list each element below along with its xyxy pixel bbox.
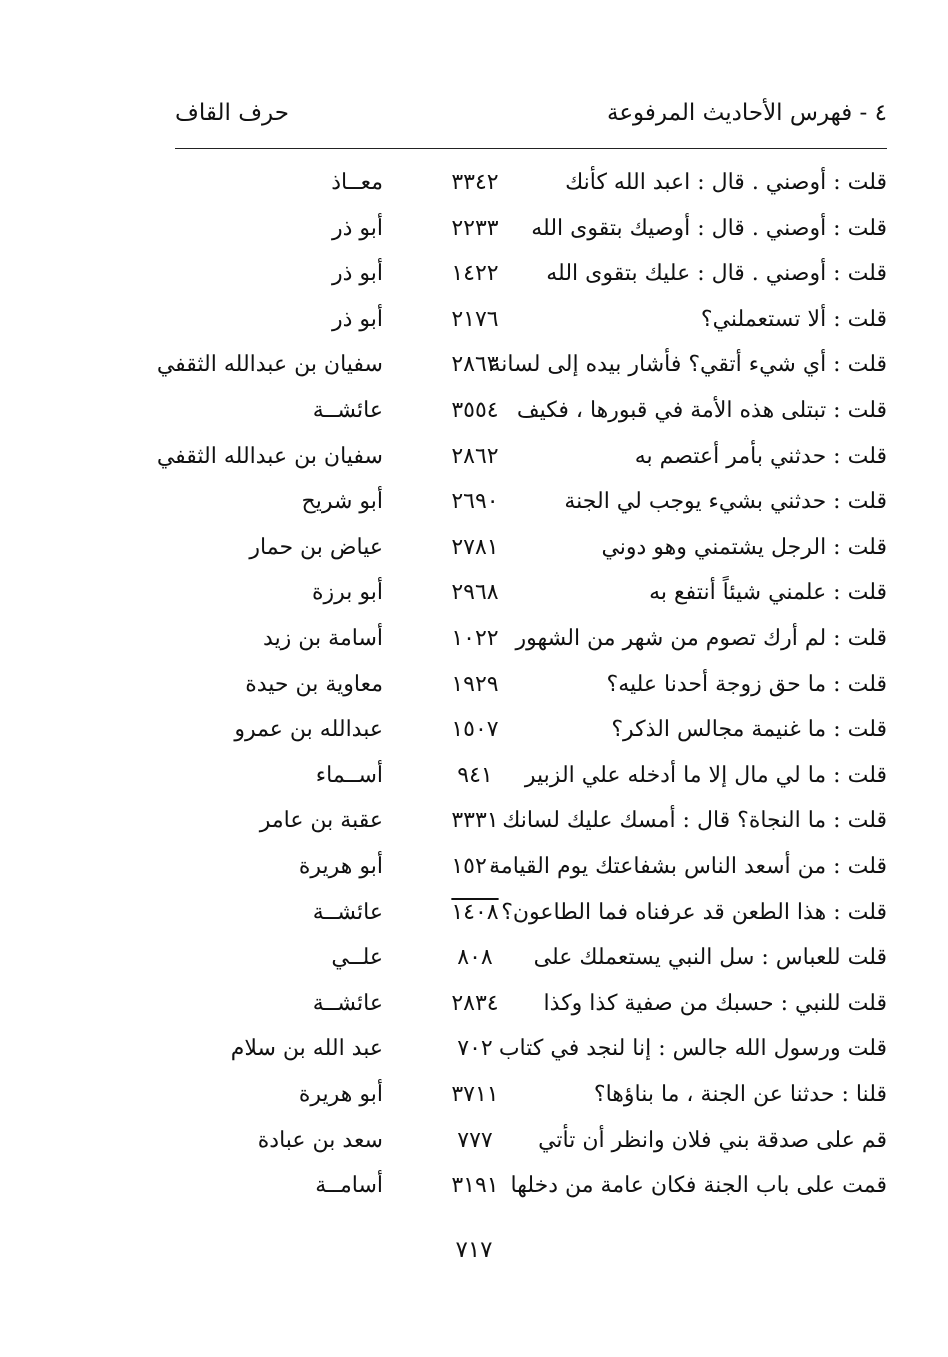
- hadith-number: ٣٣٣١: [451, 808, 499, 834]
- hadith-text: قلنا : حدثنا عن الجنة ، ما بناؤها؟: [593, 1082, 887, 1107]
- index-row: [0, 935, 948, 981]
- narrator-name: عبدالله بن عمرو: [234, 717, 383, 743]
- hadith-text: قلت : أوصني . قال : أوصيك بتقوى الله: [531, 215, 887, 241]
- index-row: [0, 251, 948, 297]
- narrator-name: معــاذ: [331, 170, 383, 195]
- narrator-name: أبو شريح: [301, 489, 383, 515]
- hadith-number: ١٤٠٨: [451, 899, 499, 925]
- hadith-number: ١٤٢٢: [451, 261, 499, 287]
- narrator-name: أبو هريرة: [298, 854, 383, 879]
- index-row: [0, 844, 948, 890]
- letter-title: حرف القاف: [175, 100, 289, 126]
- index-row: [0, 1163, 948, 1209]
- narrator-name: عائشــة: [312, 899, 383, 925]
- hadith-text: قلت : ما غنيمة مجالس الذكر؟: [611, 717, 887, 743]
- index-row: [0, 707, 948, 753]
- narrator-name: أبو ذر: [331, 306, 383, 332]
- hadith-text: قم على صدقة بني فلان وانظر أن تأتي: [538, 1127, 887, 1153]
- hadith-text: قمت على باب الجنة فكان عامة من دخلها: [510, 1173, 887, 1199]
- index-row: [0, 297, 948, 343]
- index-row: [0, 753, 948, 799]
- hadith-number: ٣٥٥٤: [451, 398, 499, 423]
- hadith-text: قلت : ما النجاة؟ قال : أمسك عليك لسانك: [502, 808, 887, 834]
- narrator-name: سفيان بن عبدالله الثقفي: [156, 352, 383, 378]
- index-row: [0, 890, 948, 936]
- hadith-number: ٢٨٦٣: [451, 352, 499, 378]
- hadith-number: ١٥٢٠: [451, 854, 499, 879]
- hadith-text: قلت : علمني شيئاً أنتفع به: [649, 580, 887, 606]
- narrator-name: أبو برزة: [311, 580, 383, 606]
- hadith-number: ٢٢٣٣: [451, 215, 499, 241]
- hadith-text: قلت : هذا الطعن قد عرفناه فما الطاعون؟: [501, 899, 887, 925]
- hadith-number: ٢٨٣٤: [451, 990, 499, 1016]
- hadith-number: ١٠٢٢: [451, 626, 499, 651]
- hadith-text: قلت ورسول الله جالس : إنا لنجد في كتاب: [498, 1036, 887, 1062]
- narrator-name: سعد بن عبادة: [257, 1127, 383, 1153]
- index-row: [0, 434, 948, 480]
- header-rule: [175, 148, 887, 149]
- narrator-name: أسامة بن زيد: [263, 626, 383, 651]
- page-number: ٧١٧: [455, 1237, 493, 1263]
- hadith-number: ٣٧١١: [451, 1082, 499, 1107]
- narrator-name: عائشــة: [312, 990, 383, 1016]
- narrator-name: أبو هريرة: [298, 1082, 383, 1107]
- hadith-number: ١٩٢٩: [451, 671, 499, 697]
- narrator-name: سفيان بن عبدالله الثقفي: [156, 443, 383, 469]
- narrator-name: معاوية بن حيدة: [245, 671, 383, 697]
- page-header: [175, 100, 887, 140]
- index-row: [0, 570, 948, 616]
- hadith-text: قلت : لم أرك تصوم من شهر من الشهور: [515, 626, 887, 651]
- narrator-name: أســماء: [315, 762, 383, 788]
- index-row: [0, 479, 948, 525]
- index-row: [0, 798, 948, 844]
- hadith-text: قلت : من أسعد الناس بشفاعتك يوم القيامة: [489, 854, 887, 879]
- index-row: [0, 206, 948, 252]
- narrator-name: عبد الله بن سلام: [230, 1036, 383, 1062]
- narrator-name: علــي: [331, 945, 383, 971]
- hadith-text: قلت : ما لي مال إلا ما أدخله علي الزبير: [524, 762, 887, 788]
- hadith-text: قلت : حدثني بشيء يوجب لي الجنة: [564, 489, 887, 515]
- narrator-name: أبو ذر: [331, 261, 383, 287]
- narrator-name: عياض بن حمار: [249, 534, 383, 560]
- hadith-number: ١٥٠٧: [451, 717, 499, 743]
- index-row: [0, 160, 948, 206]
- hadith-text: قلت : أي شيء أتقي؟ فأشار بيده إلى لسانه: [489, 352, 887, 378]
- narrator-name: عائشــة: [312, 398, 383, 423]
- index-row: [0, 981, 948, 1027]
- hadith-text: قلت : الرجل يشتمني وهو دوني: [601, 534, 887, 560]
- index-row: [0, 388, 948, 434]
- hadith-number: ٩٤١: [457, 762, 493, 788]
- hadith-text: قلت : أوصني . قال : اعبد الله كأنك: [565, 170, 887, 195]
- hadith-number: ٢٨٦٢: [451, 443, 499, 469]
- index-row: [0, 616, 948, 662]
- hadith-number: ٢٩٦٨: [451, 580, 499, 606]
- hadith-text: قلت للعباس : سل النبي يستعملك على: [533, 945, 887, 971]
- index-row: [0, 525, 948, 571]
- narrator-name: أسامــة: [315, 1173, 383, 1199]
- hadith-number: ٣٣٤٢: [451, 170, 499, 195]
- index-row: [0, 1026, 948, 1072]
- hadith-text: قلت : ألا تستعملني؟: [700, 306, 887, 332]
- hadith-text: قلت : حدثني بأمر أعتصم به: [634, 443, 887, 469]
- narrator-name: أبو ذر: [331, 215, 383, 241]
- hadith-number: ٧٧٧: [457, 1127, 493, 1153]
- hadith-number: ٢١٧٦: [451, 306, 499, 332]
- hadith-number: ٢٧٨١: [451, 534, 499, 560]
- section-title: ٤ - فهرس الأحاديث المرفوعة: [606, 100, 887, 126]
- index-row: [0, 1072, 948, 1118]
- hadith-number: ٢٦٩٠: [451, 489, 499, 515]
- hadith-text: قلت للنبي : حسبك من صفية كذا وكذا: [543, 990, 887, 1016]
- index-row: [0, 1118, 948, 1164]
- hadith-number: ٣١٩١: [451, 1173, 499, 1199]
- index-row: [0, 662, 948, 708]
- hadith-text: قلت : تبتلى هذه الأمة في قبورها ، فكيف: [516, 398, 887, 423]
- narrator-name: عقبة بن عامر: [259, 808, 383, 834]
- hadith-text: قلت : أوصني . قال : عليك بتقوى الله: [546, 261, 887, 287]
- hadith-number: ٨٠٨: [457, 945, 493, 971]
- hadith-text: قلت : ما حق زوجة أحدنا عليه؟: [606, 671, 887, 697]
- hadith-number: ٧٠٢: [457, 1036, 493, 1062]
- index-row: [0, 342, 948, 388]
